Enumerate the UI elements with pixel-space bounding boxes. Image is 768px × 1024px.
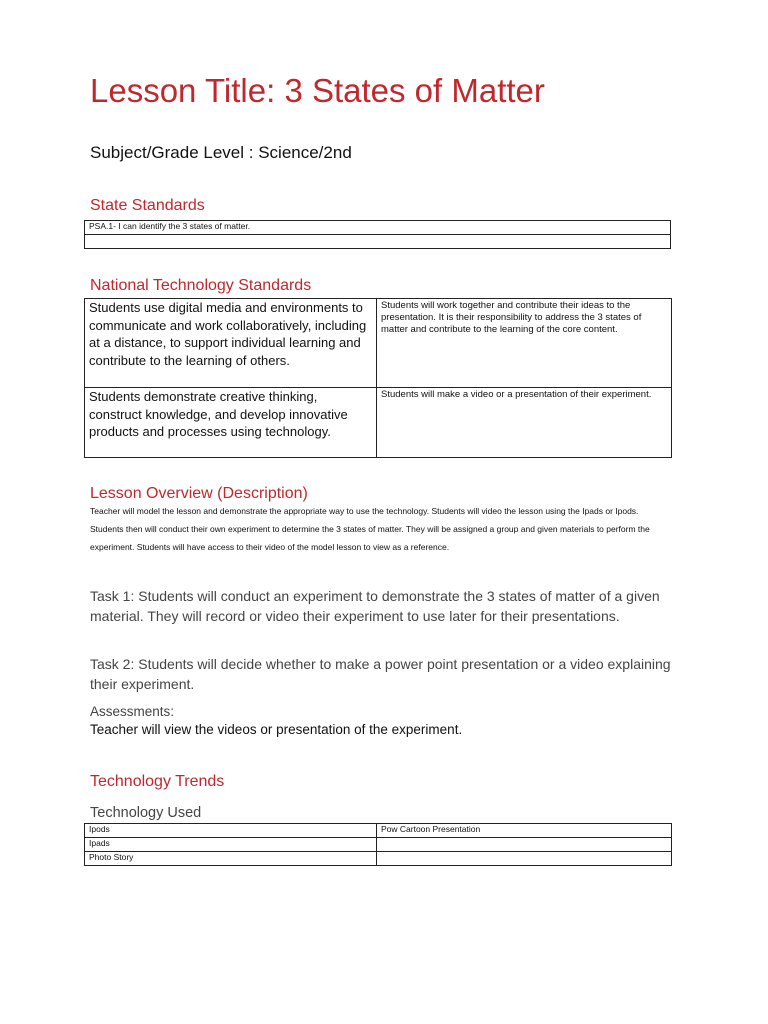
table-row — [85, 221, 671, 235]
table-cell — [377, 838, 672, 852]
table-cell — [377, 852, 672, 866]
lesson-overview-text: Teacher will model the lesson and demonstrate the appropriate way to use the technology. Students will video the lesson using the Ipads or Ipods. Students then will conduct their own experiment to determine the 3 states of matter. They will be assigned a group and given materials to perform the experiment. Students will have access to their video of the model lesson to view as a reference. — [90, 506, 650, 552]
table-cell: PSA.1- I can identify the 3 states of matter. — [85, 221, 671, 235]
table-row — [85, 824, 672, 838]
table-row — [85, 838, 672, 852]
table-cell: Ipods — [85, 824, 377, 838]
table-row — [85, 388, 672, 458]
application-cell: Students will work together and contribute their ideas to the presentation. It is their responsibility to address the 3 states of matter and contribute to the learning of the core content. — [377, 299, 672, 388]
standard-cell: Students use digital media and environments to communicate and work collaboratively, including at a distance, to support individual learning and contribute to the learning of others. — [85, 299, 377, 388]
table-row — [85, 235, 671, 249]
standard-cell: Students demonstrate creative thinking, construct knowledge, and develop innovative products and processes using technology. — [85, 388, 377, 458]
technology-used-table — [84, 823, 672, 866]
assessments-label: Assessments: — [90, 704, 175, 719]
application-cell: Students will make a video or a presentation of their experiment. — [377, 388, 672, 458]
table-row — [85, 299, 672, 388]
assessments-text: Teacher will view the videos or presentation of the experiment. — [90, 722, 463, 737]
table-cell — [85, 235, 671, 249]
table-cell: Photo Story — [85, 852, 377, 866]
task-2-text: Task 2: Students will decide whether to make a power point presentation or a video explaining their experiment. — [90, 656, 671, 692]
technology-trends-heading: Technology Trends — [90, 773, 225, 790]
national-tech-standards-table — [84, 298, 672, 458]
task-1-text: Task 1: Students will conduct an experiment to demonstrate the 3 states of matter of a given material. They will record or video their experiment to use later for their presentations. — [90, 588, 660, 624]
table-row — [85, 852, 672, 866]
table-cell: Ipads — [85, 838, 377, 852]
state-standards-table — [84, 220, 671, 249]
state-standards-heading: State Standards — [90, 197, 205, 214]
technology-used-subheading: Technology Used — [90, 805, 202, 821]
subject-grade-level: Subject/Grade Level : Science/2nd — [90, 143, 352, 162]
lesson-title: Lesson Title: 3 States of Matter — [90, 72, 545, 109]
table-cell: Pow Cartoon Presentation — [377, 824, 672, 838]
national-tech-standards-heading: National Technology Standards — [90, 277, 312, 294]
lesson-overview-heading: Lesson Overview (Description) — [90, 485, 308, 502]
